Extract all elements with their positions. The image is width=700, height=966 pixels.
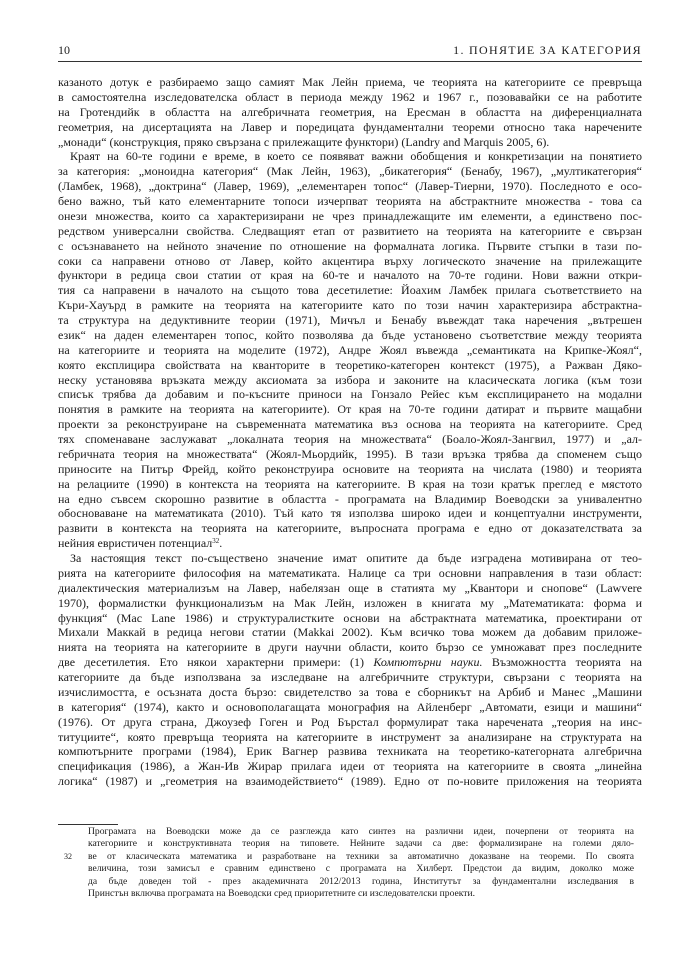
text-line: на категориите и теорията на моделите (1972), Андре Жоял въвежда „семантиката на Крипке-Жоял“, (58, 342, 642, 357)
text-line: За настоящия текст по-съществено значение имат опитите да бъде изградена мотивирана от тео- (70, 551, 642, 565)
text-line: онези множества, които са характеризирани не чрез принадлежащите им елементи, а единствено пос- (58, 208, 642, 223)
text-line: на Гротендийк в областта на алгебричната геометрия, на Ересман в областта на диференциалната (58, 104, 642, 119)
text-line: с осъзнаването на нейното значение по отношение на формалната логика. Първите стъпки в тази по- (58, 238, 642, 253)
text-line: на едно съвсем скорошно развитие в областта - програмата на Владимир Воеводски за унивалентно (58, 491, 642, 506)
text-line: изчислимостта, е осъзната доста бързо: свидетелство за това е сборникът на Арбиб и Манес „Машини (58, 684, 642, 699)
text-line: в самостоятелна изследователска област в периода между 1962 и 1967 г., позовавайки се на работите (58, 89, 642, 104)
text-line: нейния евристичен потенциал$^{32}$. (58, 536, 223, 551)
text-line: развити в контекста на теорията на категориите, въпросната програма е едно от доказателствата за (58, 521, 642, 536)
page-number: 10 (58, 43, 70, 57)
text-line: която експлицира свойствата на кванторите в теоретико-категорен контекст (1975), а Ражван Дяко- (58, 357, 642, 372)
footnote-line: категориите и конструктивната теория на типовете. Нейните задачи са две: формализиране на големи дяло- (88, 838, 634, 850)
text-line: (1976). От друга страна, Джоузеф Гоген и Род Бърстал формулират така наречената „теория на инс- (58, 714, 642, 729)
text-line: език“ на даден елементарен топос, който позволява да бъде установено съответствие между теорията (58, 327, 642, 342)
text-line: диалектическия материализъм на Лавер, набелязан още в статията му „Квантори и снопове“ (Lawvere (58, 580, 642, 595)
text-line: рията на категориите философия на математиката. Налице са три основни направления в тази област: (58, 565, 642, 580)
text-line: тия са направени в началото на същото това десетилетие: Йоахим Ламбек прилага съответствието на (58, 283, 642, 298)
header-rule (58, 61, 642, 62)
text-line: та структура на дедуктивните теории (1971), Мичъл и Бенабу въвеждат така наречения „вътрешен (58, 313, 642, 327)
text-span: две десетилетия. Ето някои характерни примери: (1) (58, 655, 374, 670)
text-line: неску установява връзката между аксиомата за избора и законите на класическата логика (към този (58, 372, 642, 387)
text-line: редством универсални свойства. Следващият етап от развитието на теорията на категориите е свързан (58, 223, 642, 238)
text-line: приносите на Питър Фрейд, който реконструира основите на теорията на числата (1980) и теорията (58, 461, 642, 476)
footnote-ref-32[interactable]: 32 (212, 537, 220, 546)
footnote (88, 826, 634, 900)
text-line: Михали Маккай в редица негови статии (Makkai 2002). Към всичко това можем да добавим приложе- (58, 625, 642, 640)
footnote-line: Програмата на Воеводски може да се разглежда като синтез на различни идеи, почерпени от теорията на (88, 826, 634, 837)
chapter-title: 1. ПОНЯТИЕ ЗА КАТЕГОРИЯ (453, 43, 642, 57)
text-span: Възможността теорията на (482, 655, 642, 670)
text-line: логика“ (1987) и „геометрия на взаимодействието“ (1989). Едно от по-новите приложения на теорията (58, 774, 642, 789)
text-line: геометрия, на дисертацията на Лавер и поредицата фундаментални теореми относно така нареченитe (58, 119, 642, 134)
text-line: тях споменаване заслужават „локалната теория на множествата“ (Боало-Жоял-Зангвил, 1977) и „ал- (58, 432, 642, 446)
text-line: нията на теорията на категориите в други научни области, които бързо се умножават през последните (58, 640, 642, 655)
text-line: „монади“ (конструкция, пряко свързана с прилежащите функтори) (Landry and Marquis 2005, 6). (58, 134, 550, 149)
text-line: 1970), формалистки функционализъм на Мак Лейн, изложен в книгата му „Математиката: форма и (58, 595, 642, 610)
footnote-line: ве от класическата математика и разработване на техники за автоматично доказване на теореми. По своята (88, 850, 634, 862)
text-line: функтори в редица свои статии от края на 60-те и началото на 70-те години. Нови важни откри- (58, 268, 642, 283)
text-line: казаното дотук е разбираемо защо самият Мак Лейн приема, че теорията на категориите се превръща (58, 75, 642, 89)
footnote-rule (58, 824, 118, 825)
text-line: проекти за реконструиране на съвременната математика въз основа на теорията на категориите. Сред (58, 417, 642, 432)
text-line: спецификация (1986), а Жан-Ив Жирар прилага идеи от теорията на категориите в своята „линейна (58, 759, 642, 774)
italic-term: Компютърни науки. (373, 655, 483, 670)
text-span: нейния евристичен потенциал (58, 536, 213, 551)
text-line: компютърните програми (1984), Ерик Вагнер развива техниката на теоретико-категорната алгебрична (58, 744, 642, 759)
text-line: в категория“ (1974), както и основополагащата монография на Айленберг „Автомати, езици и машини“ (58, 699, 642, 714)
text-line: списък трябва да добавим и по-късните приноси на Гонзало Рейес към експлицирането на модални (58, 387, 642, 402)
text-line: (Ламбек, 1968), „доктрина“ (Лавер, 1969), „елементарен топос“ (Лавер-Тиерни, 1970). Последното е осо- (58, 179, 642, 194)
footnote-line: да бъде доведен той - през академичната 2012/2013 година, Институтът за фундаментални изследвания в (88, 875, 634, 887)
footnote-line: Принстън включва програмата на Воеводски сред приоритетните си изследователски проекти. (88, 887, 476, 899)
text-line: обосноваване на математиката (2010). Тъй като тя използва широко идеи и концептуални инструменти, (58, 506, 642, 521)
text-line: на релациите (1990) в контекста на теорията на категориите. В края на този кратък преглед е мястото (58, 476, 642, 491)
footnote-number: 32 (64, 852, 72, 861)
text-line: понятия в рамките на теорията на категориите). От края на 70-те години датират и първите мащабни (58, 402, 642, 417)
text-line: титуциите“, която превръща теорията на категориите в инструмент за анализиране на структурата на (58, 729, 642, 744)
footnote-line: величина, този замисъл е сравним единствено с програмата на Хилберт. Предстои да видим, доколко може (88, 863, 634, 875)
text-line: за категория: „моноидна категория“ (Мак Лейн, 1963), „бикатегория“ (Бенабу, 1967), „мултикатегория“ (58, 164, 642, 179)
text-line: Къри-Хауърд в рамките на теорията на категориите като по този начин характеризира абстрактна- (58, 298, 642, 313)
text-line: гебричната теория на множествата“ (Жоял-Мьордийк, 1995). В тази връзка трябва да споменем също (58, 446, 642, 461)
text-line (58, 655, 642, 670)
text-line: соки са направени отново от Лавер, който акцентира върху логическото значение на прилежащите (58, 253, 642, 268)
text-line: Краят на 60-те години е време, в което се появяват важни обобщения и конкретизации на понятието (70, 149, 642, 164)
text-line: категориите да бъде използвана за изследване на алгебричните структури, свързани с теорията на (58, 670, 642, 684)
text-line: функция“ (Mac Lane 1986) и структуралистките основи на абстрактната математика, проектирани от (58, 610, 642, 625)
text-line: бено важно, тъй като елементарните топоси изчерпват теорията на абстрактните множества - това са (58, 194, 642, 208)
running-header (58, 43, 642, 59)
main-text (58, 75, 642, 789)
